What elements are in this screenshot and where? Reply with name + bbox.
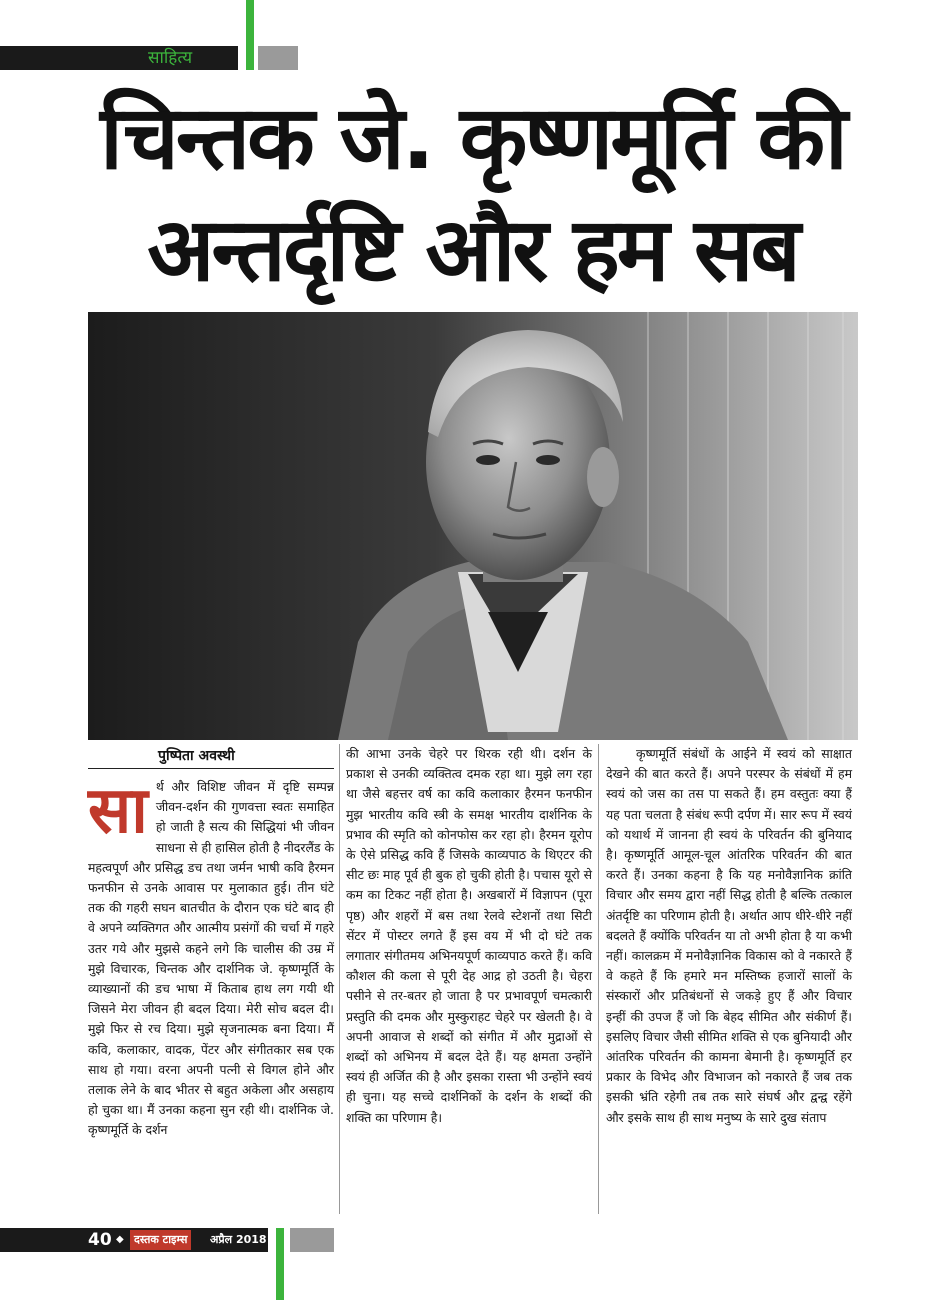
headline-line-2: अन्तर्दृष्टि और हम सब: [147, 198, 798, 301]
headline-line-1: चिन्तक जे. कृष्णमूर्ति की: [100, 86, 845, 189]
issue-date: अप्रैल 2018: [210, 1233, 267, 1246]
page-number: 40: [88, 1230, 112, 1250]
article-column-3: [606, 744, 852, 1128]
article-column-2: [346, 744, 592, 1128]
column-3-body: कृष्णमूर्ति संबंधों के आईने में स्वयं को साक्षात देखने की बात करते हैं। अपने परस्पर के संबंधों में हम स्वयं को जस का तस पा सकते हैं। हम वस्तुतः क्या हैं यह पता चलता है संबंध रूपी दर्पण में। सार रूप में स्वयं को यथार्थ में जानना ही स्वयं के परिवर्तन की बुनियाद है। कृष्णमूर्ति आमूल-चूल आंतरिक परिवर्तन की बात करते हैं। उनका कहना है कि यह मनोवैज्ञानिक क्रांति विचार और समय द्वारा नहीं सिद्ध होती है बल्कि तत्काल अंतर्दृष्टि का परिणाम होती है। अर्थात आप धीरे-धीरे नहीं बदलते हैं क्योंकि परिवर्तन या तो अभी होता है या कभी नहीं। कालक्रम में मनोवैज्ञानिक विकास को वे नकारते हैं वे कहते हैं कि हमारे मन मस्तिष्क हजारों सालों के संस्कारों और प्रतिबंधनों से जकड़े हुए हैं और विचार इन्हीं की उपज हैं जो कि बेहद सीमित और संकीर्ण हैं। इसलिए विचार जैसी सीमित शक्ति से एक बुनियादी और आंतरिक परिवर्तन की कामना बेमानी है। कृष्णमूर्ति हर प्रकार के विभेद और विभाजन को नकारते हैं जब तक इसकी भ्रंति रहेगी तब तक सारे संघर्ष और द्वन्द्व रहेंगे और इसके साथ ही साथ मनुष्य के सारे दुख संताप: [606, 746, 852, 1125]
column-divider: [598, 744, 599, 1214]
header-green-bar: [246, 0, 254, 70]
magazine-logo: दस्तक टाइम्स: [130, 1230, 191, 1250]
column-2-body: की आभा उनके चेहरे पर थिरक रही थी। दर्शन के प्रकाश से उनकी व्यक्तित्व दमक रहा था। मुझे लग रहा था जैसे बहत्तर वर्ष का कवि कलाकार हैरमन फनफीन मुझ भारतीय कवि स्त्री के समक्ष भारतीय दार्शनिक के प्रभाव की स्मृति को कोनफोस कर रहा हो। हैरमन यूरोप के ऐसे प्रसिद्ध कवि हैं जिसके काव्यपाठ के थिएटर की सीट छः माह पूर्व ही बुक हो चुकी होती है। पचास यूरो से कम का टिकट नहीं होता है। अखबारों में विज्ञापन (पूरा पृष्ठ) और शहरों में बस तथा रेलवे स्टेशनों तथा सिटी सेंटर में पोस्टर लगते हैं इस वय में भी दो घंटे तक लगातार संगीतमय अभिनयपूर्ण काव्यपाठ करते हैं। कवि कौशल की कला से पूरी देह आद्र हो उठती है। चेहरा पसीने से तर-बतर हो जाता है पर प्रभावपूर्ण चमत्कारी प्रस्तुति की दमक और मुस्कुराहट चेहरे पर खेलती है। वे अपनी आवाज से शब्दों को संगीत में और मुद्राओं से शब्दों को अभिनय में बदल देते हैं। यह क्षमता उन्होंने स्वयं ही अर्जित की है और इसका रास्ता भी उन्होंने स्वयं ही चुना। यह सच्चे दार्शनिकों के दर्शन के शब्दों की शक्ति का परिणाम है।: [346, 746, 592, 1125]
dropcap: सा: [88, 774, 148, 848]
column-divider: [339, 744, 340, 1214]
footer-green-bar: [276, 1228, 284, 1300]
author-byline: पुष्पिता अवस्थी: [88, 744, 334, 769]
column-1-body: र्थ और विशिष्ट जीवन में दृष्टि सम्पन्न जीवन-दर्शन की गुणवत्ता स्वतः समाहित हो जाती है सत्य की सिद्धियां भी जीवन साधना से ही हासिल होती है नीदरलैंड के महत्वपूर्ण और प्रसिद्ध डच तथा जर्मन भाषी कवि हैरमन फनफीन से उनके आवास पर मुलाकात हुई। तीन घंटे तक की गहरी सघन बातचीत के दौरान एक घंटे बाद ही वे अपने व्यक्तिगत और आत्मीय प्रसंगों की चर्चा में गहरे उतर गये और मुझसे कहने लगे कि चालीस की उम्र में मुझे विचारक, चिन्तक और दार्शनिक जे. कृष्णमूर्ति के व्याख्यानों की डच भाषा में किताब हाथ लग गयी थी जिसने मेरा जीवन ही बदल दिया। मेरी सोच बदल दी। मुझे फिर से रच दिया। मुझे सृजनात्मक बना दिया। मैं कवि, कलाकार, वादक, पेंटर और संगीतकार सब एक साथ हो गया। वरना अपनी पत्नी से विगल होने और तलाक लेने के बाद भीतर से बहुत अकेला और असहाय हो चुका था। मैं उनका कहना सुन रही थी। दार्शनिक जे. कृष्णमूर्ति के दर्शन: [88, 779, 334, 1138]
portrait-photo: [88, 312, 858, 740]
footer-bullet: ◆: [116, 1234, 124, 1245]
section-label: साहित्य: [148, 48, 193, 68]
article-column-1: [88, 744, 334, 1141]
header-strip: [0, 46, 238, 70]
header-gray-block: [258, 46, 298, 70]
footer-gray-block: [290, 1228, 334, 1252]
column-1-text: [88, 774, 334, 1141]
portrait-illustration: [88, 312, 858, 740]
